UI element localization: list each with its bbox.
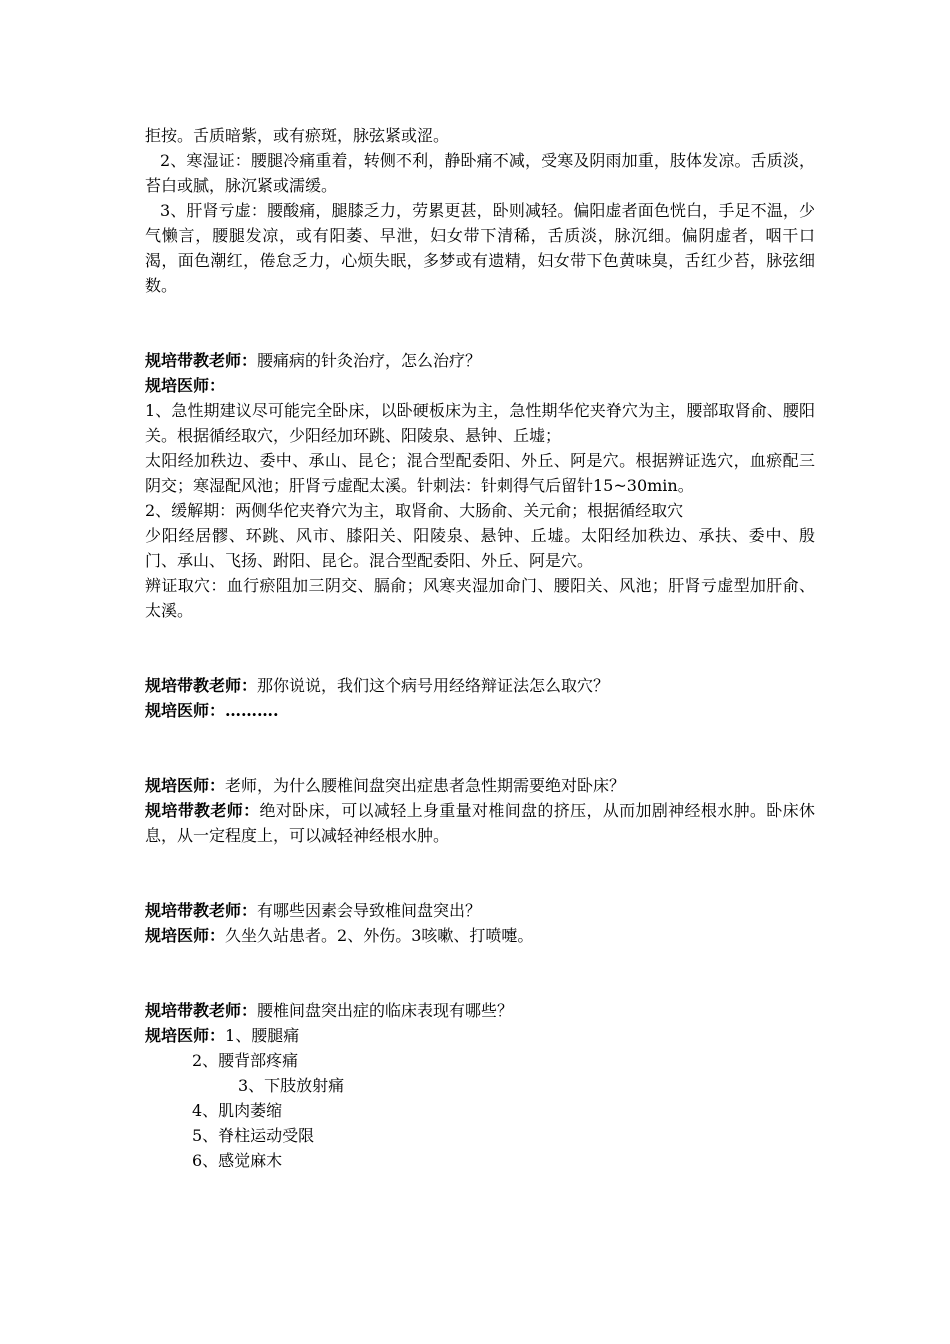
teacher-label: 规培带教老师： xyxy=(145,901,258,920)
dialogue3-doctor-line xyxy=(145,773,815,798)
doctor-question: 老师，为什么腰椎间盘突出症患者急性期需要绝对卧床？ xyxy=(225,776,626,795)
dialogue1-doctor-line xyxy=(145,373,815,398)
dialogue4-teacher-line xyxy=(145,898,815,923)
list-item: 6、感觉麻木 xyxy=(192,1151,283,1170)
document-body xyxy=(145,123,815,1173)
spacer xyxy=(145,948,815,998)
teacher-question: 有哪些因素会导致椎间盘突出？ xyxy=(257,901,482,920)
spacer xyxy=(145,623,815,673)
dialogue5-doctor-line xyxy=(145,1023,815,1048)
dialogue2-teacher-line xyxy=(145,673,815,698)
syndrome-point-selection-paragraph: 辨证取穴：血行瘀阻加三阴交、膈俞；风寒夹湿加命门、腰阳关、风池；肝肾亏虚型加肝俞、太溪。 xyxy=(145,576,815,620)
doctor-label: 规培医师： xyxy=(145,776,226,795)
doctor-label: 规培医师： xyxy=(145,376,226,395)
acute-phase-paragraph: 1、急性期建议尽可能完全卧床，以卧硬板床为主，急性期华佗夹脊穴为主，腰部取肾俞、腰阳关。根据循经取穴，少阳经加环跳、阳陵泉、悬钟、丘墟； xyxy=(145,401,815,445)
list-item: 2、腰背部疼痛 xyxy=(192,1051,299,1070)
dialogue2-doctor-line xyxy=(145,698,815,723)
dialogue5-teacher-line xyxy=(145,998,815,1023)
syndrome-blood-stasis-tail: 拒按。舌质暗紫，或有瘀斑，脉弦紧或涩。 xyxy=(145,126,450,145)
list-item: 3、下肢放射痛 xyxy=(238,1076,345,1095)
spacer xyxy=(145,723,815,773)
teacher-label: 规培带教老师： xyxy=(145,1001,258,1020)
dialogue4-doctor-line xyxy=(145,923,815,948)
dialogue3-teacher-line xyxy=(145,798,815,848)
doctor-label: 规培医师： xyxy=(145,701,226,720)
doctor-label: 规培医师： xyxy=(145,1026,226,1045)
teacher-label: 规培带教老师： xyxy=(145,676,258,695)
teacher-question: 腰痛病的针灸治疗，怎么治疗？ xyxy=(257,351,482,370)
spacer xyxy=(145,848,815,898)
doctor-label: 规培医师： xyxy=(145,926,226,945)
teacher-question: 那你说说，我们这个病号用经络辩证法怎么取穴？ xyxy=(257,676,610,695)
list-item: 1、腰腿痛 xyxy=(225,1026,300,1045)
remission-phase-paragraph: 2、缓解期：两侧华佗夹脊穴为主，取肾俞、大肠俞、关元俞；根据循经取穴 xyxy=(145,501,684,520)
acute-phase-meridian-paragraph: 太阳经加秩边、委中、承山、昆仑；混合型配委阳、外丘、阿是穴。根据辨证选穴，血瘀配三阴交；寒湿配风池；肝肾亏虚配太溪。针刺法：针刺得气后留针15~30min。 xyxy=(145,451,815,495)
dialogue1-teacher-line xyxy=(145,348,815,373)
syndrome-liver-kidney-deficiency: 3、肝肾亏虚：腰酸痛，腿膝乏力，劳累更甚，卧则减轻。偏阳虚者面色恍白，手足不温，少气懒言，腰腿发凉，或有阳萎、早泄，妇女带下清稀，舌质淡，脉沉细。偏阴虚者，咽干口渴，面色潮红，倦怠乏力，心烦失眠，多梦或有遗精，妇女带下色黄味臭，舌红少苔，脉弦细数。 xyxy=(145,201,815,295)
list-item: 4、肌肉萎缩 xyxy=(192,1101,283,1120)
syndrome-cold-damp: 2、寒湿证：腰腿冷痛重着，转侧不利，静卧痛不减，受寒及阴雨加重，肢体发凉。舌质淡，苔白或腻，脉沉紧或濡缓。 xyxy=(145,151,815,195)
doctor-answer: ………. xyxy=(225,701,279,720)
teacher-answer: 绝对卧床，可以减轻上身重量对椎间盘的挤压，从而加剧神经根水肿。卧床休息，从一定程度上，可以减轻神经根水肿。 xyxy=(145,801,815,845)
doctor-answer: 久坐久站患者。2、外伤。3咳嗽、打喷嚏。 xyxy=(225,926,534,945)
list-item: 5、脊柱运动受限 xyxy=(192,1126,315,1145)
remission-meridian-paragraph: 少阳经居髎、环跳、风市、膝阳关、阳陵泉、悬钟、丘墟。太阳经加秩边、承扶、委中、殷门、承山、飞扬、跗阳、昆仑。混合型配委阳、外丘、阿是穴。 xyxy=(145,526,815,570)
teacher-label: 规培带教老师： xyxy=(145,351,258,370)
spacer xyxy=(145,298,815,348)
teacher-question: 腰椎间盘突出症的临床表现有哪些？ xyxy=(257,1001,514,1020)
teacher-label: 规培带教老师： xyxy=(145,801,260,820)
